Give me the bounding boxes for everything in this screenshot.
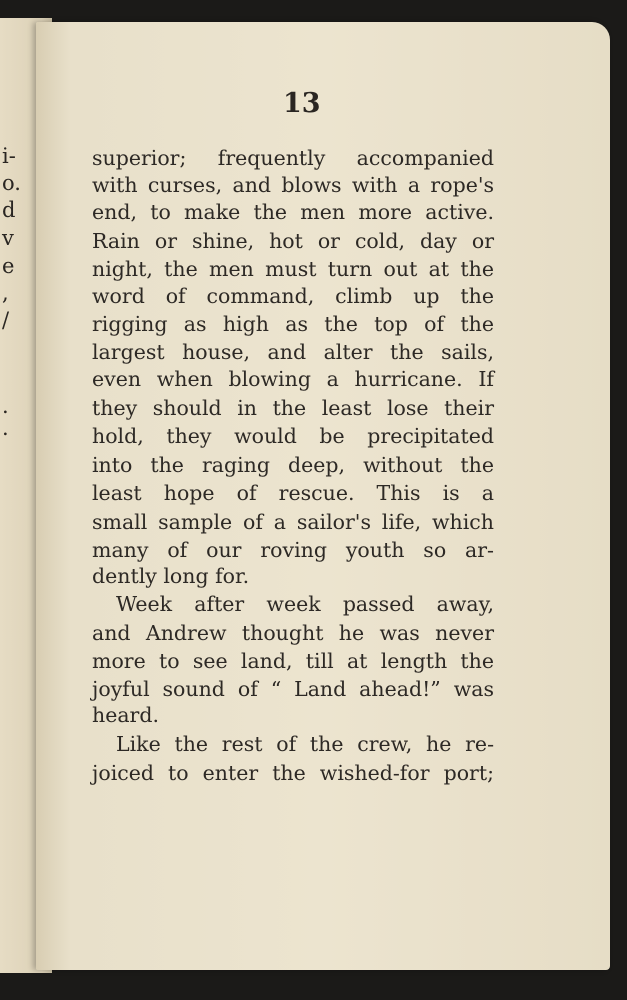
text-line: even when blowing a hurricane. If [92,367,494,391]
text-line: more to see land, till at length the [92,649,494,673]
page-number: 13 [283,88,321,119]
text-line: Week after week passed away, [116,592,494,616]
text-line: joiced to enter the wished-for port; [92,761,494,785]
left-page-fragment: , [2,281,9,305]
text-line: rigging as high as the top of the [92,312,494,336]
text-line: dently long for. [92,564,250,588]
text-line: night, the men must turn out at the [92,257,494,281]
text-line: Rain or shine, hot or cold, day or [92,229,494,253]
left-page-fragment: . [2,394,9,418]
text-line: superior; frequently accompanied [92,146,494,170]
text-line: small sample of a sailor's life, which [92,510,494,534]
left-page-fragment: o. [2,171,21,195]
text-line: many of our roving youth so ar- [92,538,494,562]
text-line: Like the rest of the crew, he re- [116,732,494,756]
text-line: with curses, and blows with a rope's [92,173,494,197]
left-page-fragment: / [2,308,10,332]
text-line: into the raging deep, without the [92,453,494,477]
left-page-fragment: i- [2,144,16,168]
text-line: end, to make the men more active. [92,200,494,224]
text-line: heard. [92,703,159,727]
left-page-fragment: d [2,198,16,222]
left-page-fragment: v [2,226,14,250]
text-line: word of command, climb up the [92,284,494,308]
text-line: largest house, and alter the sails, [92,340,494,364]
text-line: they should in the least lose their [92,396,494,420]
text-line: hold, they would be precipitated [92,424,494,448]
text-line: and Andrew thought he was never [92,621,494,645]
text-line: joyful sound of “ Land ahead!” was [92,677,494,701]
left-page-fragment: . [2,416,9,440]
text-line: least hope of rescue. This is a [92,481,494,505]
left-page-fragment: e [2,254,15,278]
